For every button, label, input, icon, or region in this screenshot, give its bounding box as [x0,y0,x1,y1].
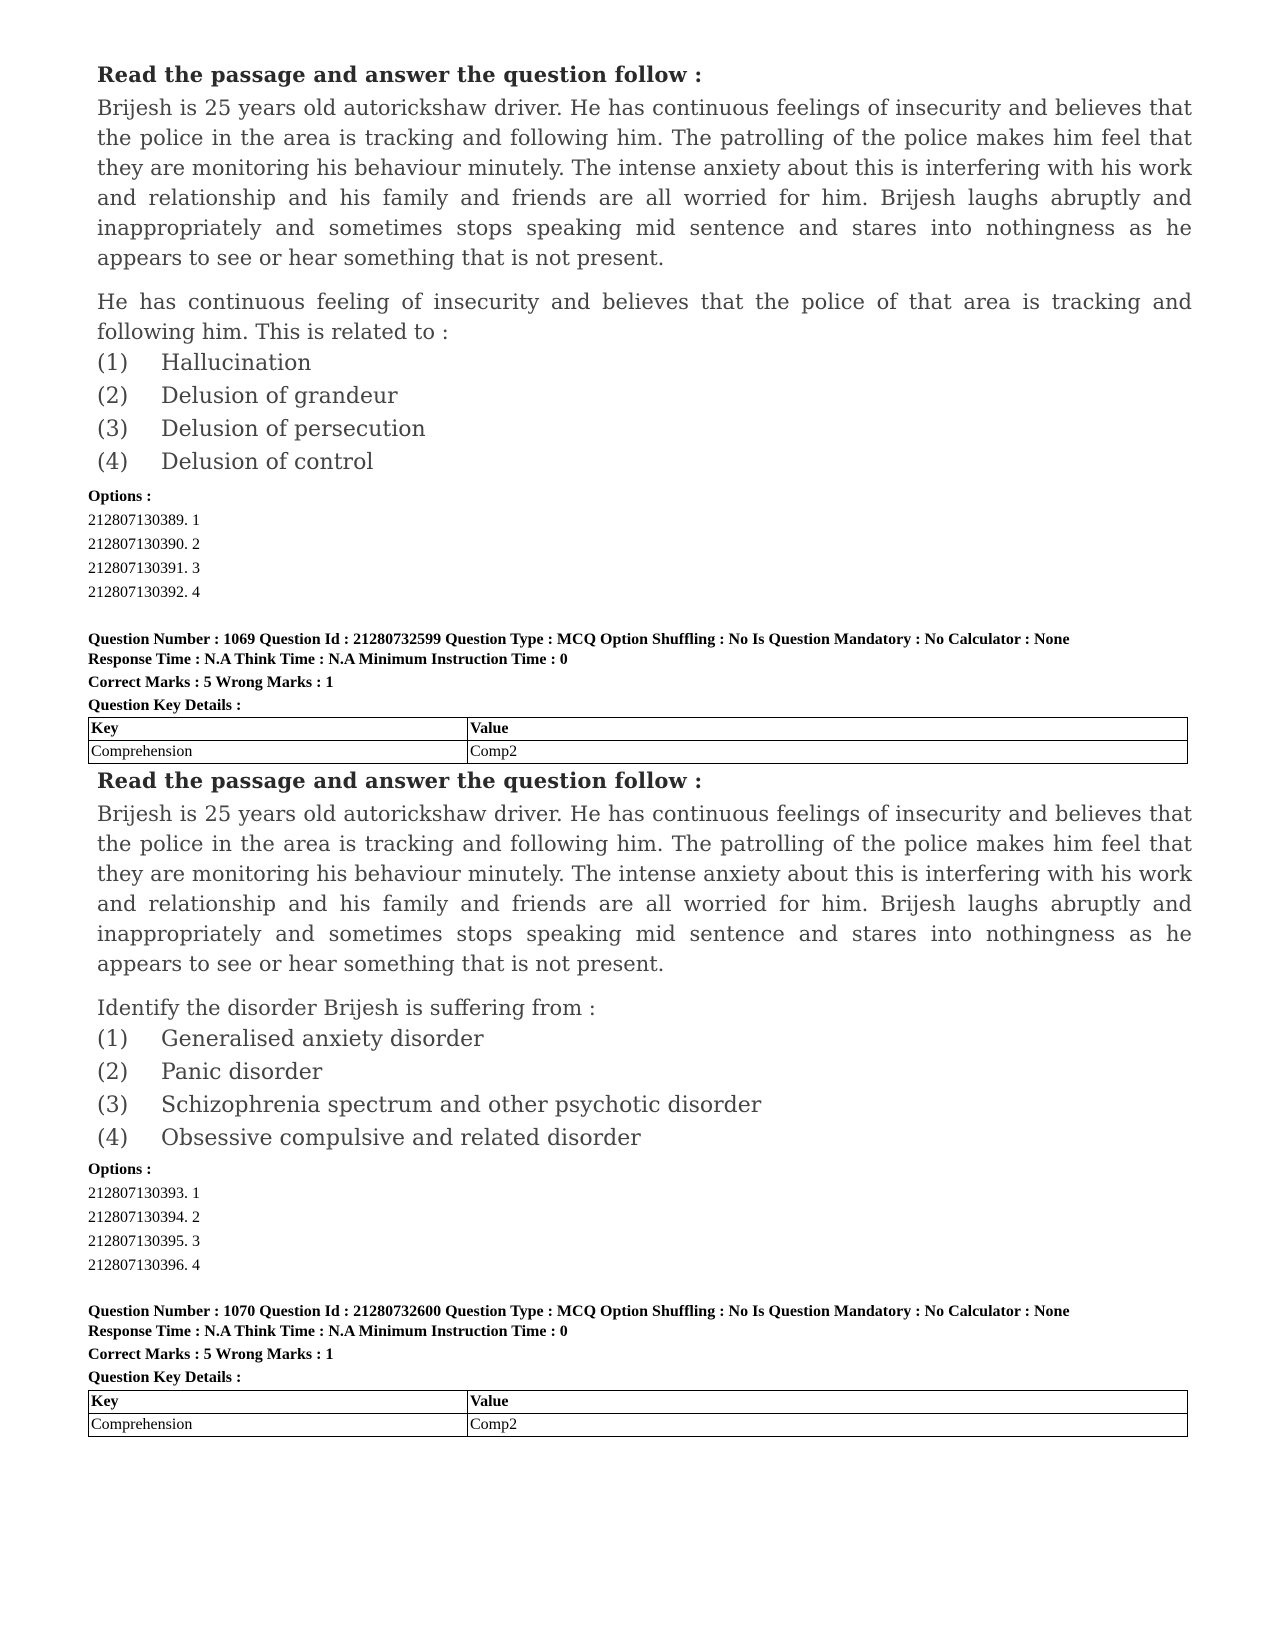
table-header-value: Value [468,718,1188,741]
table-header-value: Value [468,1391,1188,1414]
passage-heading: Read the passage and answer the question follow : [97,62,703,87]
choice-item: (2) Panic disorder [97,1060,323,1085]
options-label: Options : [88,488,152,505]
key-details-label: Question Key Details : [88,1369,242,1386]
question-info-line: Question Number : 1069 Question Id : 21280732599 Question Type : MCQ Option Shuffling : No Is Question Mandatory : No Calculator : None [88,631,1070,648]
choice-list [97,1023,1192,1155]
question-marks: Correct Marks : 5 Wrong Marks : 1 [88,1346,334,1363]
table-cell-key: Comprehension [89,1414,468,1437]
table-header-key: Key [89,1391,468,1414]
option-id: 212807130396. 4 [88,1257,200,1274]
table-cell-value: Comp2 [468,1414,1188,1437]
key-details-label: Question Key Details : [88,697,242,714]
choice-item: (3) Delusion of persecution [97,417,426,442]
choice-item: (1) Hallucination [97,351,312,376]
choice-list [97,347,1192,479]
choice-item: (2) Delusion of grandeur [97,384,398,409]
option-id: 212807130391. 3 [88,560,200,577]
options-block-1069 [88,1158,200,1278]
question-timing-line: Response Time : N.A Think Time : N.A Minimum Instruction Time : 0 [88,651,568,668]
passage-text: Brijesh is 25 years old autorickshaw driver. He has continuous feelings of insecurity and believes that the police in the area is tracking and following him. The patrolling of the police makes him feel that they are monitoring his behaviour minutely. The intense anxiety about this is interfering with his work and relationship and his family and friends are all worried for him. Brijesh laughs abruptly and inappropriately and sometimes stops speaking mid sentence and stares into nothingness as he appears to see or hear something that is not present. [97,802,1192,976]
question-1068-image [97,62,1192,479]
choice-item: (4) Delusion of control [97,450,374,475]
question-1069-info [88,630,1208,719]
question-info-line: Question Number : 1070 Question Id : 21280732600 Question Type : MCQ Option Shuffling : No Is Question Mandatory : No Calculator : None [88,1303,1070,1320]
question-marks: Correct Marks : 5 Wrong Marks : 1 [88,674,334,691]
question-1070-info [88,1302,1208,1391]
question-1069-image [97,768,1192,1155]
question-key-table [88,1390,1188,1437]
choice-item: (1) Generalised anxiety disorder [97,1027,484,1052]
options-block-1068 [88,485,200,605]
question-stem: He has continuous feeling of insecurity and believes that the police of that area is tracking and following him. This is related to : [97,290,1192,344]
question-key-table [88,717,1188,764]
option-id: 212807130389. 1 [88,512,200,529]
table-header-key: Key [89,718,468,741]
options-label: Options : [88,1161,152,1178]
table-cell-value: Comp2 [468,741,1188,764]
choice-item: (3) Schizophrenia spectrum and other psychotic disorder [97,1093,762,1118]
passage-text: Brijesh is 25 years old autorickshaw driver. He has continuous feelings of insecurity and believes that the police in the area is tracking and following him. The patrolling of the police makes him feel that they are monitoring his behaviour minutely. The intense anxiety about this is interfering with his work and relationship and his family and friends are all worried for him. Brijesh laughs abruptly and inappropriately and sometimes stops speaking mid sentence and stares into nothingness as he appears to see or hear something that is not present. [97,96,1192,270]
passage-heading: Read the passage and answer the question follow : [97,768,703,793]
question-stem: Identify the disorder Brijesh is suffering from : [97,996,596,1020]
question-timing-line: Response Time : N.A Think Time : N.A Minimum Instruction Time : 0 [88,1323,568,1340]
option-id: 212807130394. 2 [88,1209,200,1226]
choice-item: (4) Obsessive compulsive and related disorder [97,1126,641,1151]
option-id: 212807130392. 4 [88,584,200,601]
table-cell-key: Comprehension [89,741,468,764]
option-id: 212807130390. 2 [88,536,200,553]
option-id: 212807130395. 3 [88,1233,200,1250]
option-id: 212807130393. 1 [88,1185,200,1202]
